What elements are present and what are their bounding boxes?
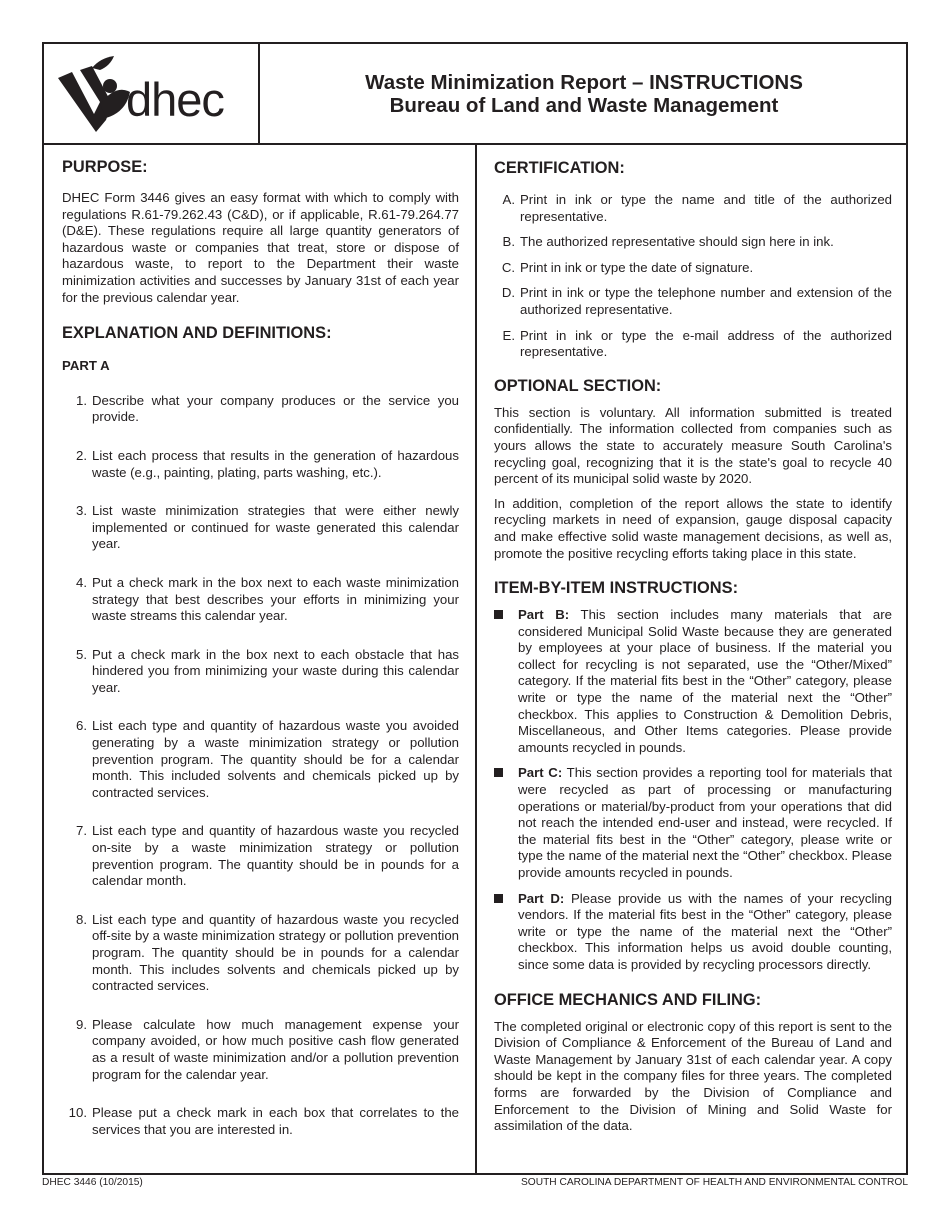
list-item: 7. List each type and quantity of hazardous waste you recycled on-site by a waste minimization strategy or pollution prevention program. The quantity should be in pounds for a calendar month.	[76, 823, 459, 889]
list-item: Part B: This section includes many materials that are considered Municipal Solid Waste because they are generated by employees at your place of business. If the material you collect for recycling is not separated, use the “Other/Mixed” category. If the material fits best in the “Other” category, please write or type the name of the material next the “Other” checkbox. This applies to Construction & Demolition Debris, Miscellaneous, and Other Items categories. Please provide amounts recycled in pounds.	[494, 607, 892, 756]
logo-box	[44, 44, 260, 143]
list-item: 10. Please put a check mark in each box that correlates to the services that you are interested in.	[68, 1105, 459, 1137]
list-item: 2. List each process that results in the generation of hazardous waste (e.g., painting, plating, parts washing, etc.).	[76, 447, 459, 480]
list-item: E. Print in ink or type the e-mail address of the authorized representative.	[502, 327, 892, 360]
list-item: Part D: Please provide us with the names of your recycling vendors. If the material fits best in the “Other” category, please write or type the name of the material next the “Other” checkbox. This information helps us avoid double counting, since some data is provided by recycling processors directly.	[494, 891, 892, 974]
list-item: D. Print in ink or type the telephone number and extension of the authorized representative.	[501, 285, 892, 317]
part-a-list	[62, 393, 459, 1139]
list-item: C. Print in ink or type the date of signature.	[501, 259, 754, 275]
office-text: The completed original or electronic copy of this report is sent to the Division of Compliance & Enforcement of the Bureau of Land and Waste Management by January 31st of each calendar year. A copy should be kept in the company files for three years. The completed forms are forwarded by the Division of Compliance and Enforcement to the Division of Mining and Solid Waste for assimilation of the data.	[494, 1018, 892, 1134]
list-item: 9. Please calculate how much management expense your company avoided, or how much positive cash flow generated as a result of waste minimization and/or a pollution prevention program for the calendar year.	[76, 1016, 459, 1082]
list-item: 5. Put a check mark in the box next to each obstacle that has hindered you from minimizing your waste during this calendar year.	[76, 646, 459, 695]
item-by-item-list	[494, 607, 892, 973]
item-by-item-heading: ITEM-BY-ITEM INSTRUCTIONS:	[494, 579, 739, 598]
list-item: 3. List waste minimization strategies that were either newly implemented or continued for waste generated this calendar year.	[76, 503, 459, 552]
list-item: 6. List each type and quantity of hazardous waste you avoided generating by a waste minimization strategy or pollution prevention program. The quantity should be for a calendar month. This included solvents and chemicals picked up by contracted services.	[76, 718, 459, 800]
optional-para-1: This section is voluntary. All information submitted is treated confidentially. The information collected from companies such as yours allows the state to accurately measure South Carolina's recycling goal, recognizing that it is the state's goal to recycle 40 percent of its municipal solid waste by 2020.	[494, 404, 892, 487]
form-id: DHEC 3446 (10/2015)	[42, 1177, 143, 1188]
list-item: 1. Describe what your company produces or the service you provide.	[76, 392, 459, 425]
certification-heading: CERTIFICATION:	[494, 159, 625, 177]
bullet-square-icon	[494, 607, 518, 756]
dhec-logo-icon	[56, 56, 131, 134]
right-column	[494, 145, 892, 1135]
optional-heading: OPTIONAL SECTION:	[494, 376, 662, 395]
left-column	[62, 145, 459, 1138]
column-divider	[475, 145, 477, 1175]
optional-para-2: In addition, completion of the report allows the state to identify recycling markets in need of expansion, gauge disposal capacity and make effective solid waste management decisions, as well as, promote the positive recycling efforts taking place in this state.	[494, 495, 892, 561]
purpose-heading: PURPOSE:	[62, 158, 148, 176]
office-heading: OFFICE MECHANICS AND FILING:	[494, 990, 762, 1009]
list-item: 8. List each type and quantity of hazardous waste you recycled off-site by a waste minimization strategy or pollution prevention program. The quantity should be in pounds for a calendar month. This includes solvents and chemicals picked up by contracted services.	[76, 911, 459, 994]
page-title: Waste Minimization Report – INSTRUCTIONS	[365, 70, 803, 94]
bullet-square-icon	[494, 891, 518, 974]
list-item: A. Print in ink or type the name and title of the authorized representative.	[502, 192, 892, 224]
agency-name: SOUTH CAROLINA DEPARTMENT OF HEALTH AND ENVIRONMENTAL CONTROL	[521, 1177, 908, 1188]
list-item: Part C: This section provides a reporting tool for materials that were recycled as part of processing or manufacturing operations or material/by-product from your operations that did not reach the intended end-user and instead, were recycled. If the material fits best in the “Other” category, please write or type the name of the material next the “Other” checkbox. Please provide amounts recycled in pounds.	[494, 765, 892, 881]
certification-list	[494, 192, 892, 361]
bullet-square-icon	[494, 765, 518, 881]
part-a-label: PART A	[62, 358, 110, 374]
list-item: 4. Put a check mark in the box next to each waste minimization strategy that best describes your efforts in minimizing your waste streams this calendar year.	[76, 574, 459, 624]
list-item: B. The authorized representative should sign here in ink.	[502, 234, 834, 250]
purpose-text: DHEC Form 3446 gives an easy format with which to comply with regulations R.61-79.262.43 (C&D), or if applicable, R.61-79.264.77 (D&E). These regulations require all large quantity generators of hazardous waste or companies that treat, store or dispose of hazardous waste, to report to the Department their waste minimization activities and successes by January 31st of each year for the previous calendar year.	[62, 190, 459, 305]
form-frame	[42, 42, 908, 1175]
page-subtitle: Bureau of Land and Waste Management	[389, 93, 779, 117]
title-block	[262, 44, 906, 143]
header	[44, 44, 906, 145]
explanation-heading: EXPLANATION AND DEFINITIONS:	[62, 324, 332, 343]
logo-wordmark: dhec	[126, 73, 224, 126]
